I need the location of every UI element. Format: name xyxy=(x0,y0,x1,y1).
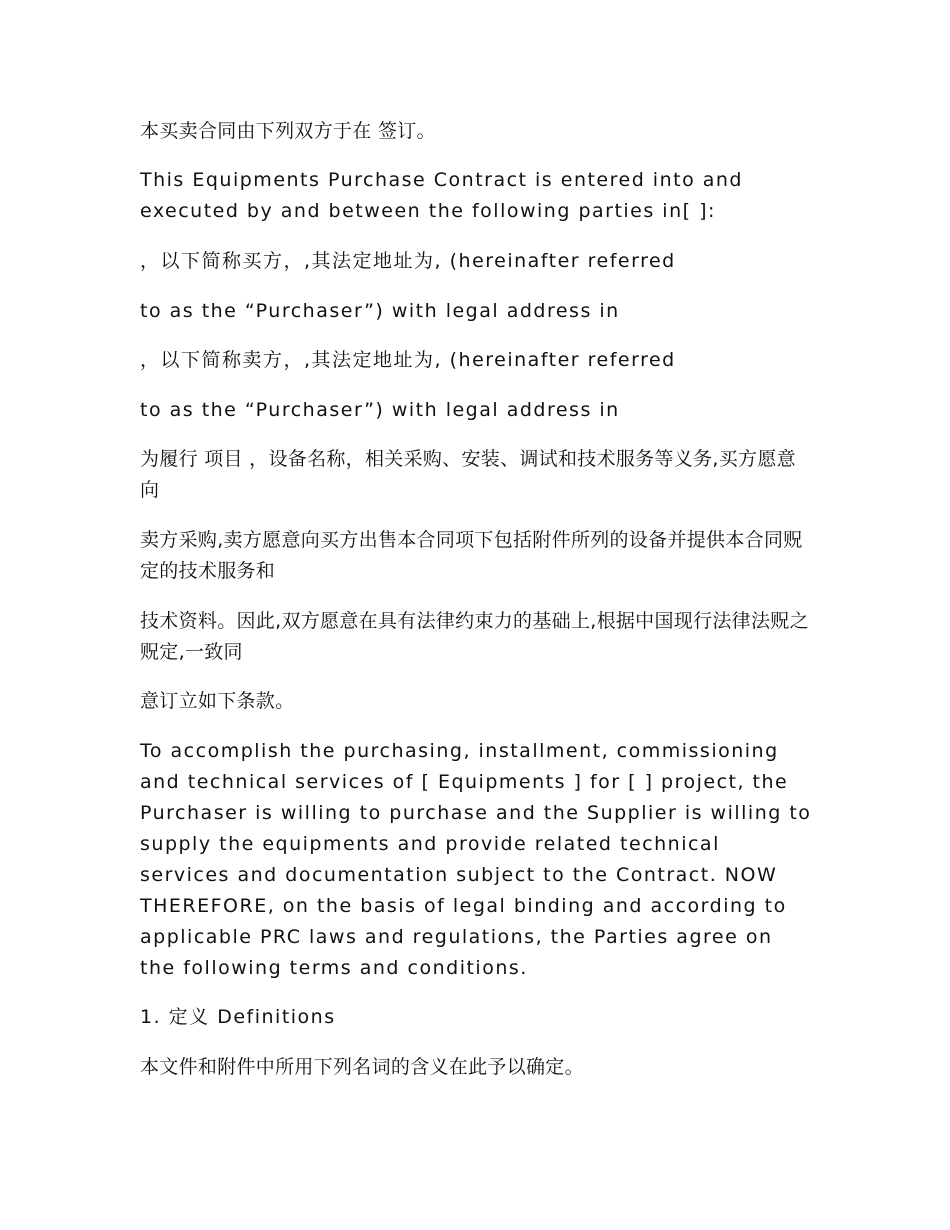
signing-statement-cn: 本买卖合同由下列双方于在 签订。 xyxy=(140,120,436,142)
purchaser-line-cn: ，以下简称买方，,其法定地址为, (hereinafter referred xyxy=(140,250,676,272)
signing-statement-en: This Equipments Purchase Contract is entered into and executed by and between the following parties in[ ]: xyxy=(140,169,743,222)
purchaser-line-en: to as the “Purchaser”) with legal address in xyxy=(140,300,620,322)
definitions-intro-cn: 本文件和附件中所用下列名词的含义在此予以确定。 xyxy=(140,1056,584,1078)
purpose-paragraph-en: To accomplish the purchasing, installment, commissioning and technical services of [ Equipments ] for [ ] project, the Purchaser is willing to purchase and the Supplier is willing to supply the equipments and provide related technical services and documentation subject to the Contract. NOW THEREFORE, on the basis of legal binding and according to applicable PRC laws and regulations, the Parties agree on the following terms and conditions. xyxy=(140,740,812,979)
purpose-paragraph-cn-4: 意订立如下条款。 xyxy=(140,690,295,712)
purpose-paragraph-cn-1: 为履行 项目 ，设备名称，相关采购、安装、调试和技术服务等义务,买方愿意向 xyxy=(140,448,796,501)
purpose-paragraph-cn-2: 卖方采购,卖方愿意向买方出售本合同项下包括附件所列的设备并提供本合同贶定的技术服务和 xyxy=(140,529,803,582)
purpose-paragraph-cn-3: 技术资料。因此,双方愿意在具有法律约束力的基础上,根据中国现行法律法贶之贶定,一致同 xyxy=(140,610,809,663)
section-heading-definitions: 1. 定义 Definitions xyxy=(140,1006,336,1028)
supplier-line-en: to as the “Purchaser”) with legal address in xyxy=(140,399,620,421)
supplier-line-cn: ，以下简称卖方，,其法定地址为, (hereinafter referred xyxy=(140,349,676,371)
